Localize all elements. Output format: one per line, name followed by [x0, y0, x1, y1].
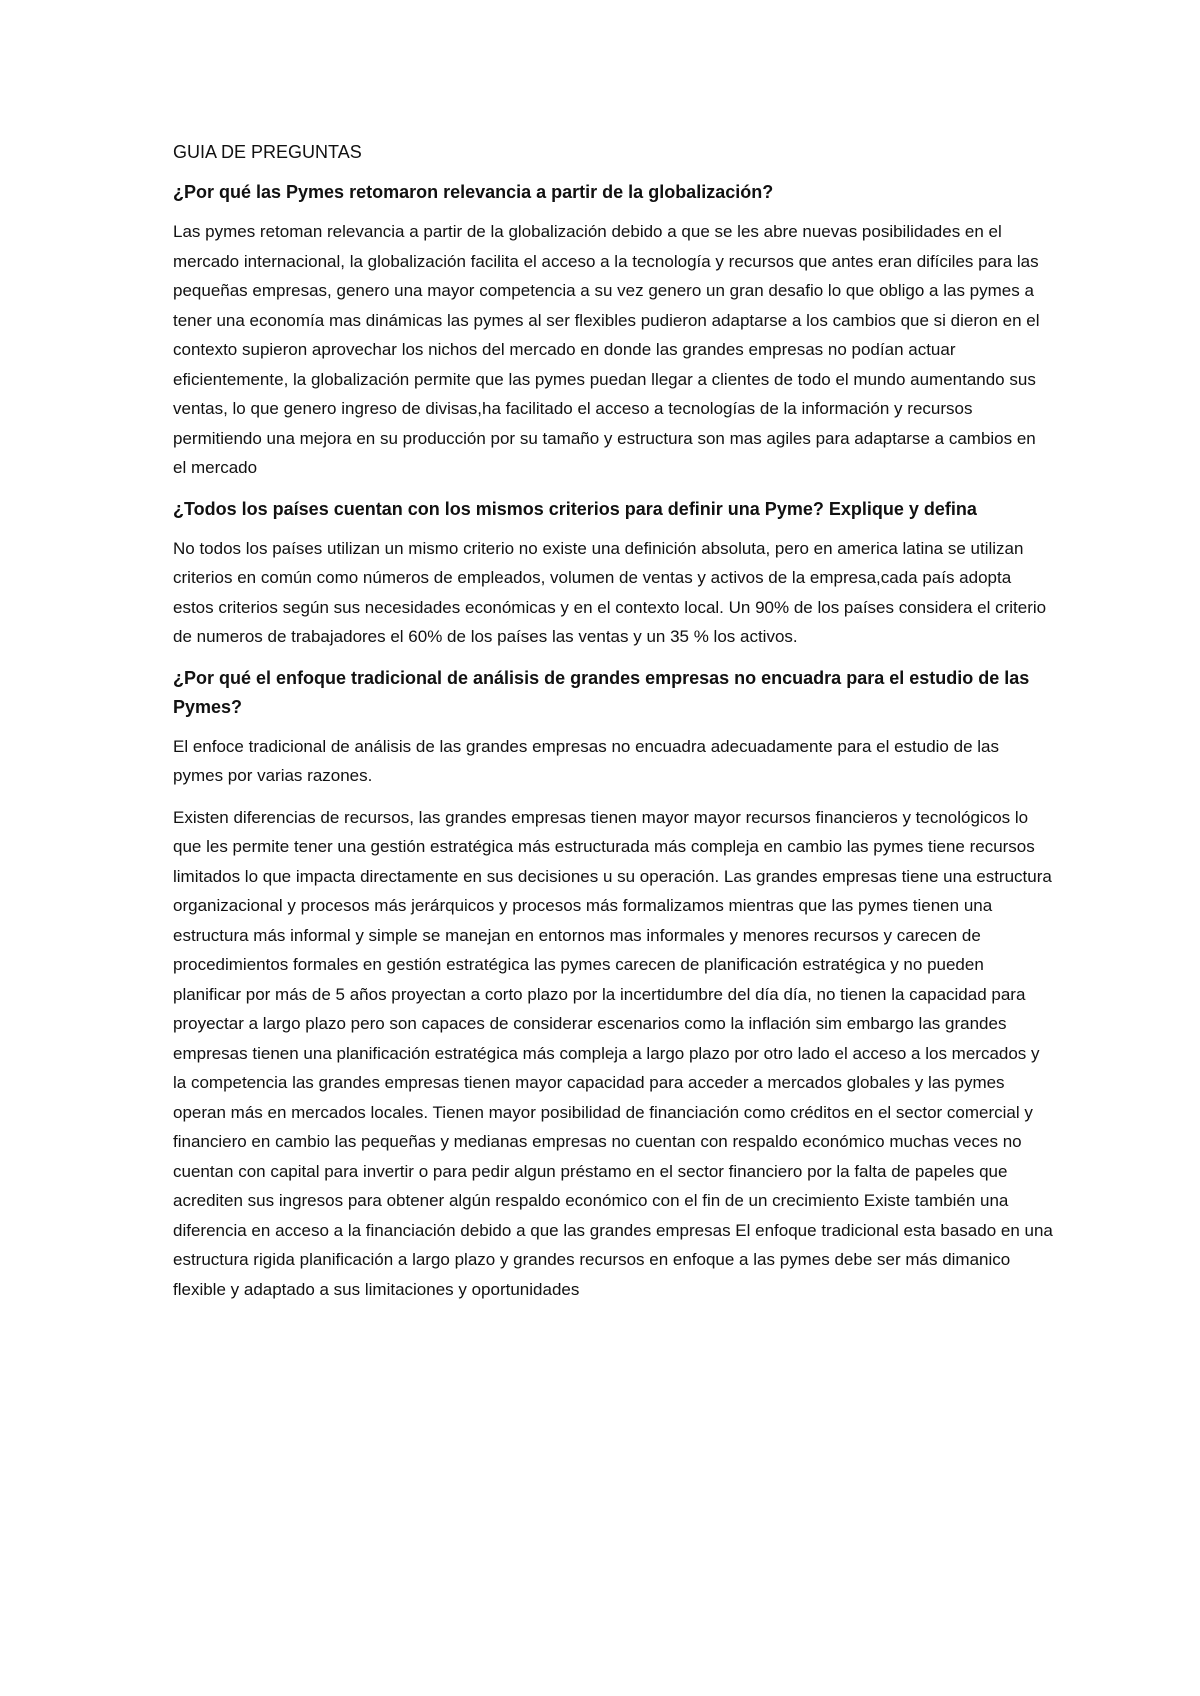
answer-paragraph: No todos los países utilizan un mismo criterio no existe una definición absoluta, pero en america latina se utilizan criterios en común como números de empleados, volumen de ventas y activos de la empresa,cada país adopta estos criterios según sus necesidades económicas y en el contexto local. Un 90% de los países considera el criterio de numeros de trabajadores el 60% de los países las ventas y un 35 % los activos. [173, 538, 1047, 646]
question-section-3 [173, 664, 1053, 1305]
document-title: GUIA DE PREGUNTAS [173, 142, 362, 162]
question-heading: ¿Por qué el enfoque tradicional de análisis de grandes empresas no encuadra para el estudio de las Pymes? [173, 667, 1030, 717]
answer-paragraph: Existen diferencias de recursos, las grandes empresas tienen mayor mayor recursos financieros y tecnológicos lo que les permite tener una gestión estratégica más estructurada más compleja en cambio las pymes tiene recursos limitados lo que impacta directamente en sus decisiones u su operación. Las grandes empresas tiene una estructura organizacional y procesos más jerárquicos y procesos más formalizamos mientras que las pymes tienen una estructura más informal y simple se manejan en entornos mas informales y menores recursos y carecen de procedimientos formales en gestión estratégica las pymes carecen de planificación estratégica y no pueden planificar por más de 5 años proyectan a corto plazo por la incertidumbre del día día, no tienen la capacidad para proyectar a largo plazo pero son capaces de considerar escenarios como la inflación sim embargo las grandes empresas tienen una planificación estratégica más compleja a largo plazo por otro lado el acceso a los mercados y la competencia las grandes empresas tienen mayor capacidad para acceder a mercados globales y las pymes operan más en mercados locales. Tienen mayor posibilidad de financiación como créditos en el sector comercial y financiero en cambio las pequeñas y medianas empresas no cuentan con respaldo económico muchas veces no cuentan con capital para invertir o para pedir algun préstamo en el sector financiero por la falta de papeles que acrediten sus ingresos para obtener algún respaldo económico con el fin de un crecimiento Existe también una diferencia en acceso a la financiación debido a que las grandes empresas El enfoque tradicional esta basado en una estructura rigida planificación a largo plazo y grandes recursos en enfoque a las pymes debe ser más dimanico flexible y adaptado a sus limitaciones y oportunidades [173, 807, 1053, 1299]
question-section-2 [173, 495, 1053, 652]
document-page [173, 140, 1053, 1316]
answer-paragraph: Las pymes retoman relevancia a partir de la globalización debido a que se les abre nuevas posibilidades en el mercado internacional, la globalización facilita el acceso a la tecnología y recursos que antes eran difíciles para las pequeñas empresas, genero una mayor competencia a su vez genero un gran desafio lo que obligo a las pymes a tener una economía mas dinámicas las pymes al ser flexibles pudieron adaptarse a los cambios que si dieron en el contexto supieron aprovechar los nichos del mercado en donde las grandes empresas no podían actuar eficientemente, la globalización permite que las pymes puedan llegar a clientes de todo el mundo aumentando sus ventas, lo que genero ingreso de divisas,ha facilitado el acceso a tecnologías de la información y recursos permitiendo una mejora en su producción por su tamaño y estructura son mas agiles para adaptarse a cambios en el mercado [173, 222, 1040, 477]
answer-paragraph: El enfoce tradicional de análisis de las grandes empresas no encuadra adecuadamente para el estudio de las pymes por varias razones. [173, 736, 999, 785]
question-section-1 [173, 178, 1053, 483]
question-heading: ¿Por qué las Pymes retomaron relevancia a partir de la globalización? [173, 182, 774, 202]
question-heading: ¿Todos los países cuentan con los mismos criterios para definir una Pyme? Explique y defina [173, 498, 977, 519]
